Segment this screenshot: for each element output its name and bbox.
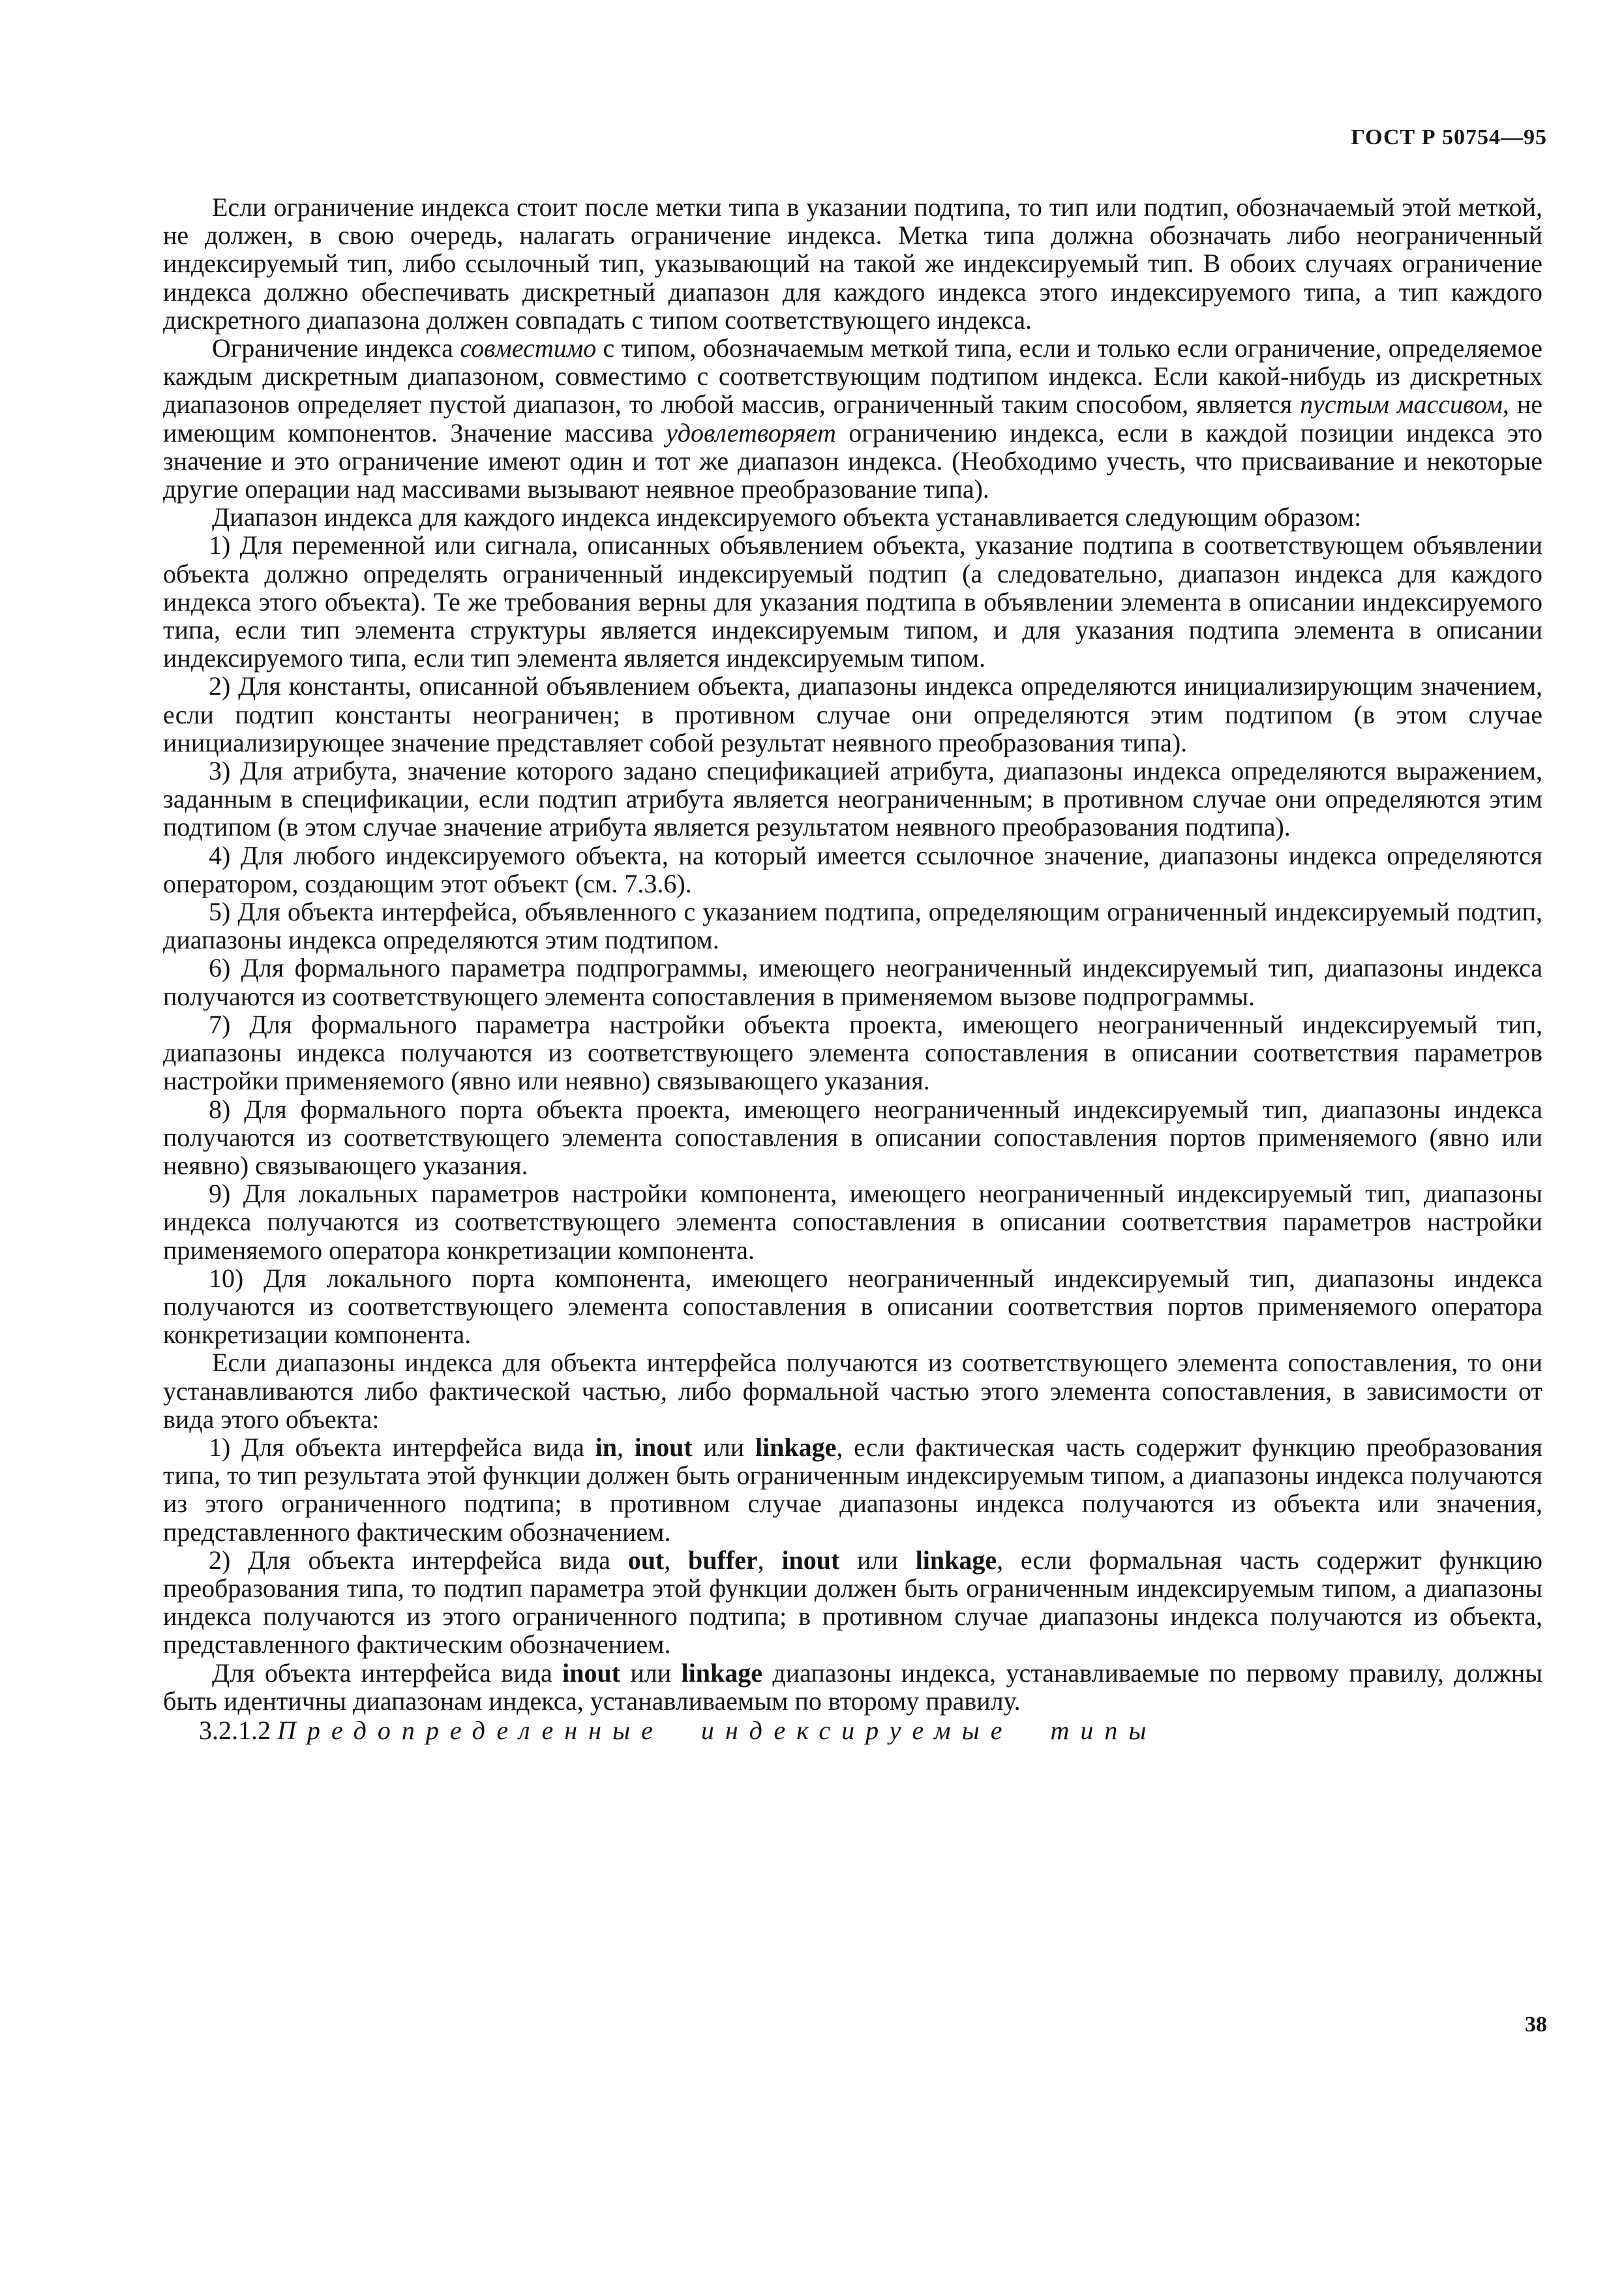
- rule-item: 2) Для константы, описанной объявлением объекта, диапазоны индекса определяются инициализирующим значением, если подтип константы неограничен; в противном случае они определяются этим подтипом (в этом случае инициализирующее значение представляет собой результат неявного преобразования типа).: [163, 671, 1542, 757]
- interface-rule-1: [163, 1433, 1542, 1546]
- rule-item: 9) Для локальных параметров настройки компонента, имеющего неограниченный индексируемый тип, диапазоны индекса получаются из соответствующего элемента сопоставления в описании соответствия параметров настройки применяемого оператора конкретизации компонента.: [163, 1179, 1542, 1265]
- text-run: или: [692, 1432, 755, 1462]
- rule-item: 8) Для формального порта объекта проекта, имеющего неограниченный индексируемый тип, диапазоны индекса получаются из соответствующего элемента сопоставления в описании сопоставления портов применяемого (явно или неявно) связывающего указания.: [163, 1094, 1542, 1180]
- keyword-linkage: linkage: [681, 1658, 763, 1688]
- text-run: ,: [664, 1545, 689, 1575]
- rule-item: 10) Для локального порта компонента, имеющего неограниченный индексируемый тип, диапазоны индекса получаются из соответствующего элемента сопоставления в описании соответствия портов применяемого оператора конкретизации компонента.: [163, 1263, 1542, 1350]
- page-number: 38: [1525, 2012, 1547, 2037]
- keyword-inout: inout: [781, 1545, 840, 1575]
- text-run: 2) Для объекта интерфейса вида: [209, 1545, 628, 1575]
- text-run: с типом, обозначаемым меткой типа, если и только если ограничение, определяемое каждым дискретным диапазоном, совместимо с соответствующим подтипом индекса. Если какой-нибудь из дискретных диапазонов определяет пустой диапазон, то любой массив, ограниченный таким способом, является: [163, 333, 1542, 419]
- page-body: [163, 193, 1542, 1744]
- text-run: диапазоны индекса, устанавливаемые по первому правилу, должны быть идентичны диапазонам индекса, устанавливаемым по второму правилу.: [163, 1658, 1542, 1716]
- paragraph-index-constraint-placement: Если ограничение индекса стоит после метки типа в указании подтипа, то тип или подтип, обозначаемый этой меткой, не должен, в свою очередь, налагать ограничение индекса. Метка типа должна обозначать либо неограниченный индексируемый тип, либо ссылочный тип, указывающий на такой же индексируемый тип. В обоих случаях ограничение индекса должно обеспечивать дискретный диапазон для каждого индекса этого индексируемого типа, а тип каждого дискретного диапазона должен совпадать с типом соответствующего индекса.: [163, 192, 1542, 335]
- paragraph-interface-final: [163, 1659, 1542, 1715]
- text-run: 1) Для объекта интерфейса вида: [209, 1432, 595, 1462]
- text-run: или: [839, 1545, 916, 1575]
- section-title: Предопределенные индексируемые типы: [277, 1715, 1158, 1745]
- document-header: ГОСТ Р 50754—95: [1351, 125, 1547, 149]
- interface-rule-2: [163, 1546, 1542, 1659]
- keyword-inout: inout: [634, 1432, 693, 1462]
- keyword-buffer: buffer: [688, 1545, 758, 1575]
- text-run: ограничению индекса, если в каждой позиции индекса это значение и это ограничение имеют один и тот же диапазон индекса. (Необходимо учесть, что присваивание и некоторые другие операции над массивами вызывают неявное преобразование типа).: [163, 417, 1543, 504]
- text-run: ,: [757, 1545, 782, 1575]
- text-run: ,: [616, 1432, 635, 1462]
- text-run: , не имеющим компонентов. Значение массива: [163, 389, 1542, 448]
- keyword-out: out: [627, 1545, 665, 1575]
- keyword-in: in: [595, 1432, 617, 1462]
- rule-item: 3) Для атрибута, значение которого задано спецификацией атрибута, диапазоны индекса определяются выражением, заданным в спецификации, если подтип атрибута является неограниченным; в противном случае они определяются этим подтипом (в этом случае значение атрибута является результатом неявного преобразования подтипа).: [163, 756, 1542, 842]
- text-run: , если фактическая часть содержит функцию преобразования типа, то тип результата этой функции должен быть ограниченным индексируемым типом, а диапазоны индекса получаются из этого ограниченного подтипа; в противном случае диапазоны индекса получаются из объекта или значения, представленного фактическим обозначением.: [163, 1432, 1543, 1547]
- keyword-inout: inout: [562, 1658, 621, 1688]
- paragraph-interface-intro: Если диапазоны индекса для объекта интерфейса получаются из соответствующего элемента сопоставления, то они устанавливаются либо фактической частью, либо формальной частью этого элемента сопоставления, в зависимости от вида этого объекта:: [163, 1348, 1542, 1434]
- keyword-linkage: linkage: [915, 1545, 997, 1575]
- term-empty-array: пустым массивом: [1300, 389, 1503, 419]
- text-run: или: [620, 1658, 682, 1688]
- rule-item: 5) Для объекта интерфейса, объявленного с указанием подтипа, определяющим ограниченный индексируемый подтип, диапазоны индекса определяются этим подтипом.: [163, 897, 1542, 955]
- text-run: , если формальная часть содержит функцию преобразования типа, то подтип параметра этой функции должен быть ограниченным индексируемым типом, а диапазоны индекса получаются из этого ограниченного подтипа; в противном случае диапазоны индекса получаются из объекта, представленного фактическим обозначением.: [163, 1545, 1543, 1660]
- section-heading: [163, 1716, 1542, 1744]
- keyword-linkage: linkage: [755, 1432, 837, 1462]
- rule-item: 6) Для формального параметра подпрограммы, имеющего неограниченный индексируемый тип, диапазоны индекса получаются из соответствующего элемента сопоставления в применяемом вызове подпрограммы.: [163, 953, 1542, 1011]
- paragraph-index-constraint-compatibility: [163, 334, 1542, 503]
- paragraph-index-range-intro: Диапазон индекса для каждого индекса индексируемого объекта устанавливается следующим образом:: [212, 502, 1362, 532]
- section-number: 3.2.1.2: [199, 1715, 271, 1745]
- rule-item: 4) Для любого индексируемого объекта, на который имеется ссылочное значение, диапазоны индекса определяются оператором, создающим этот объект (см. 7.3.6).: [163, 840, 1542, 898]
- rule-item: 7) Для формального параметра настройки объекта проекта, имеющего неограниченный индексируемый тип, диапазоны индекса получаются из соответствующего элемента сопоставления в описании соответствия параметров настройки применяемого (явно или неявно) связывающего указания.: [163, 1009, 1542, 1096]
- rule-item: 1) Для переменной или сигнала, описанных объявлением объекта, указание подтипа в соответствующем объявлении объекта должно определять ограниченный индексируемый подтип (а следовательно, диапазон индекса для каждого индекса этого объекта). Те же требования верны для указания подтипа в объявлении элемента в описании индексируемого типа, если тип элемента структуры является индексируемым типом, и для указания подтипа элемента в описании индексируемого типа, если тип элемента является индексируемым типом.: [163, 530, 1542, 673]
- text-run: Ограничение индекса: [212, 333, 460, 363]
- term-satisfies: удовлетворяет: [666, 417, 836, 448]
- term-compatible: совместимо: [460, 333, 597, 363]
- text-run: Для объекта интерфейса вида: [212, 1658, 563, 1688]
